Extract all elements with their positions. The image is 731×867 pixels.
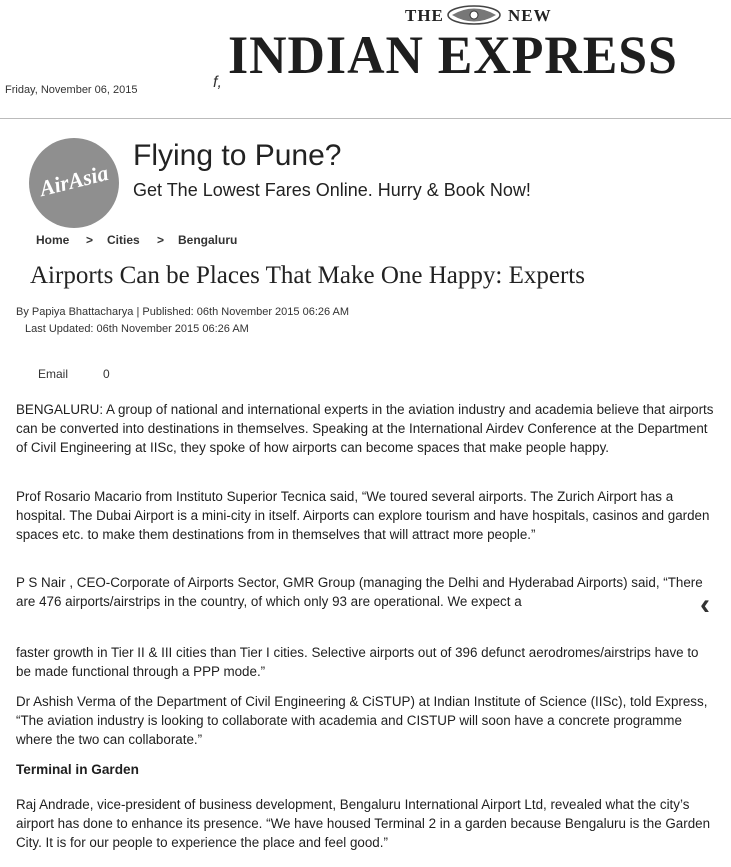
article-paragraph: Raj Andrade, vice-president of business development, Bengaluru International Airport Ltd, revealed what the city’s airport has done to enhance its presence. “We have housed Terminal 2 in a garden because Bengaluru is the Garden City. It is for our people to experience the place and feel good.” (16, 797, 711, 850)
article-subheading: Terminal in Garden (16, 762, 139, 777)
article-headline: Airports Can be Places That Make One Happy: Experts (30, 262, 585, 289)
breadcrumb-home[interactable]: Home (36, 233, 70, 247)
breadcrumb-city[interactable]: Bengaluru (178, 233, 238, 247)
breadcrumb-separator: > (157, 233, 165, 247)
article-paragraph: Dr Ashish Verma of the Department of Civil Engineering & CiSTUP) at Indian Institute of Science (IISc), told Express, “The aviation industry is looking to collaborate with academia and CISTUP will soon have a concrete programme where the two can collaborate.” (16, 694, 708, 747)
article-byline: By Papiya Bhattacharya | Published: 06th November 2015 06:26 AM (16, 306, 350, 318)
prev-arrow-icon[interactable]: ‹ (700, 588, 710, 621)
article-paragraph: BENGALURU: A group of national and international experts in the aviation industry and academia believe that airports can be converted into destinations in themselves. Speaking at the International Airdev Conference at the Department of Civil Engineering at IISc, they spoke of how airports can become spaces that make people happy. (16, 402, 714, 455)
ad-title-link[interactable]: Flying to Pune? (133, 139, 342, 172)
breadcrumb-separator: > (86, 233, 94, 247)
ad-logo-text: AirAsia (37, 159, 111, 202)
scan-mark: f, (213, 74, 222, 91)
ad-subtitle-link[interactable]: Get The Lowest Fares Online. Hurry & Book Now! (133, 180, 531, 200)
masthead-new: NEW (508, 6, 552, 25)
masthead-the: THE (405, 6, 444, 25)
masthead-date: Friday, November 06, 2015 (5, 84, 138, 96)
masthead-emblem-icon (446, 4, 502, 26)
email-share-count: 0 (103, 367, 110, 381)
article-updated: Last Updated: 06th November 2015 06:26 AM (25, 323, 249, 335)
article-paragraph: P S Nair , CEO-Corporate of Airports Sector, GMR Group (managing the Delhi and Hyderabad Airports) said, “There are 476 airports/airstrips in the country, of which only 93 are operational. We expect a (16, 575, 703, 609)
masthead-title[interactable]: INDIAN EXPRESS (228, 25, 678, 85)
email-share-button[interactable]: Email (38, 367, 69, 381)
article-paragraph: Prof Rosario Macario from Instituto Superior Tecnica said, “We toured several airports. The Zurich Airport has a hospital. The Dubai Airport is a mini-city in itself. Airports can explore tourism and have hospitals, casinos and garden spaces etc. to make them destinations from in themselves that will attract more people.” (16, 489, 710, 542)
article-paragraph: faster growth in Tier II & III cities than Tier I cities. Selective airports out of 396 defunct aerodromes/airstrips have to be made functional through a PPP mode.” (16, 645, 699, 679)
breadcrumb-cities[interactable]: Cities (107, 233, 140, 247)
divider (0, 118, 731, 119)
